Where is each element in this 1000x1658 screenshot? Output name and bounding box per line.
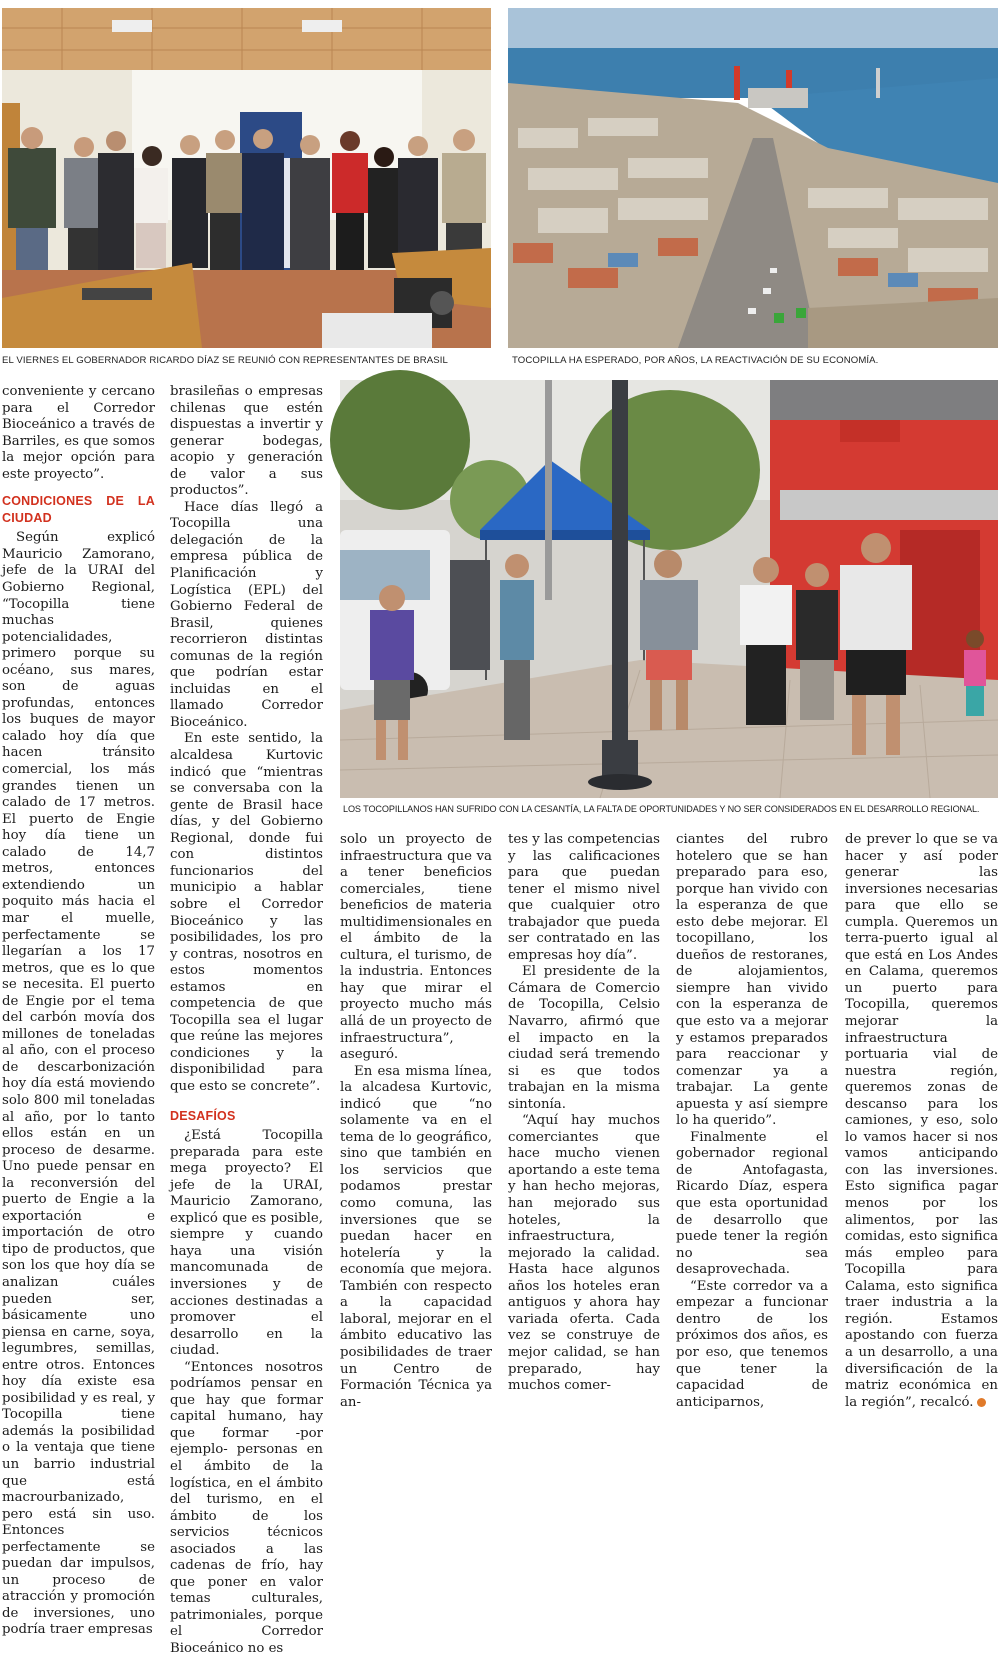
article-end-mark-icon [977,1398,986,1407]
paragraph: “Este corredor va a empezar a funcionar dentro de los próximos dos años, es por eso, que tenemos que tener la capacidad de anticiparnos, [676,1278,828,1410]
article-column-1 [2,384,155,1638]
article-column-6 [845,832,998,1410]
article-column-2 [170,384,323,1657]
photo-caption-city: TOCOPILLA HA ESPERADO, POR AÑOS, LA REACTIVACIÓN DE SU ECONOMÍA. [512,355,879,366]
paragraph: En este sentido, la alcaldesa Kurtovic indicó que “mientras se conversaba con la gente de Brasil hace días, y del Gobierno Regional, donde fui con distintos funcionarios del municipio a hablar sobre el Corredor Bioceánico y las posibilidades, los pro y contras, nosotros en estos momentos estamos en competencia de que Tocopilla sea el lugar que reúne las mejores condiciones y la disponibilidad para que esto se concrete”. [170,731,323,1094]
paragraph: Según explicó Mauricio Zamorano, jefe de la URAI del Gobierno Regional, “Tocopilla tiene muchas potencialidades, primero porque su océano, sus mares, son de aguas profundas, entonces los buques de mayor calado hoy día que hacen tránsito comercial, los más grandes tienen un calado de 17 metros. El puerto de Engie hoy día tiene un calado de 14,7 metros, entonces extendiendo un poquito más hacia el mar el muelle, perfectamente se llegarían a los 17 metros, que es lo que se necesita. El puerto de Engie por el tema del carbón movía dos millones de toneladas al año, con el proceso de descarbonización hoy día está moviendo solo 800 mil toneladas al año, por lo tanto ellos están en un proceso de desarme. Uno puede pensar en la reconversión del puerto de Engie a la exportación e importación de otro tipo de productos, que son los que hoy día se analizan cuáles pueden ser, básicamente uno piensa en carne, soya, legumbres, semillas, entre otros. Entonces hoy día existe esa posibilidad y es real, y Tocopilla tiene además la posibilidad o la ventaja que tiene un barrio industrial que está macrourbanizado, pero está sin uso. Entonces perfectamente se puedan dar impulsos, un proceso de atracción y promoción de inversiones, uno podría traer empresas [2,530,155,1638]
paragraph: “Entonces nosotros podríamos pensar en que hay que formar capital humano, hay que formar -por ejemplo- personas en el ámbito de la logística, en el ámbito del turismo, en el ámbito de los servicios técnicos asociados a las cadenas de frío, hay que poner en valor temas culturales, patrimoniales, porque el Corredor Bioceánico no es [170,1359,323,1657]
city-aerial-photo [508,8,998,348]
meeting-group-photo [2,8,491,348]
section-subhead-desafios: DESAFÍOS [170,1108,236,1123]
section-subhead-condiciones: CONDICIONES DE LA CIUDAD [2,494,155,525]
street-scene-photo [340,380,998,798]
paragraph [845,832,998,1411]
paragraph: solo un proyecto de infraestructura que va a tener beneficios comerciales, tiene beneficios de materia multidimensionales en el ámbito de la cultura, el turismo, de la industria. Entonces hay que mirar el proyecto mucho más allá de un proyecto de infraestructura”, aseguró. [340,832,493,1063]
article-column-5 [676,832,828,1410]
paragraph: El presidente de la Cámara de Comercio de Tocopilla, Celsio Navarro, afirmó que el impacto en la ciudad será tremendo si es que todos trabajan en la misma sintonía. [508,964,660,1112]
paragraph: conveniente y cercano para el Corredor Bioceánico a través de Barriles, es que somos la mejor opción para este proyecto”. [2,384,155,482]
paragraph: ¿Está Tocopilla preparada para este mega proyecto? El jefe de la URAI, Mauricio Zamorano, explicó que es posible, siempre y cuando haya una visión mancomunada de inversiones y de acciones destinadas a promover el desarrollo en la ciudad. [170,1128,323,1359]
paragraph: Finalmente el gobernador regional de Antofagasta, Ricardo Díaz, espera que esta oportunidad de desarrollo que puede tener la región no sea desaprovechada. [676,1129,828,1278]
photo-caption-street: LOS TOCOPILLANOS HAN SUFRIDO CON LA CESANTÍA, LA FALTA DE OPORTUNIDADES Y NO SER CONSIDERADOS EN EL DESARROLLO REGIONAL. [343,804,980,814]
paragraph: Hace días llegó a Tocopilla una delegación de la empresa pública de Planificación y Logística (EPL) del Gobierno Federal de Brasil, quienes recorrieron distintas comunas de la región que podrían estar incluidas en el llamado Corredor Bioceánico. [170,499,323,730]
paragraph: En esa misma línea, la alcadesa Kurtovic, indicó que “no solamente va en el tema de lo geográfico, sino que también en los servicios que podamos prestar como comuna, las inversiones que se puedan hacer en hotelería y la economía que mejora. También con respecto a la capacidad laboral, mejorar en el ámbito educativo las posibilidades de traer un Centro de Formación Técnica ya an- [340,1063,492,1410]
paragraph: tes y las competencias y las calificaciones para que puedan tener el mismo nivel que cualquier otro trabajador que pueda ser contratado en las empresas hoy día”. [508,832,660,963]
paragraph-text: de prever lo que se va hacer y así poder generar las inversiones necesarias para que ello se cumpla. Queremos un terra-puerto igual al que está en Los Andes en Calama, queremos un puerto para Tocopilla, queremos mejorar la infraestructura portuaria vial de nuestra región, queremos zonas de descanso para los camiones, y eso, solo lo vamos hacer si nos vamos anticipando con las inversiones. Esto significa pagar menos por los alimentos, por las comidas, esto significa más empleo para Tocopilla para Calama, esto significa traer industria a la región. Estamos apostando con fuerza a un desarrollo, a una diversificación de la matriz económica en la región”, recalcó. [845,832,998,1410]
article-column-4 [508,832,660,1394]
paragraph: “Aquí hay muchos comerciantes que hace mucho vienen aportando a este tema y han hecho mejoras, han mejorado sus hoteles, la infraestructura, mejorado la calidad. Hasta hace algunos años los hoteles eran antiguos y ahora hay variada oferta. Cada vez se construye de mejor calidad, se han preparado, hay muchos comer- [508,1113,660,1394]
article-column-3 [340,832,493,1410]
paragraph: ciantes del rubro hotelero que se han preparado para eso, porque han vivido con la esperanza de que esto debe mejorar. El tocopillano, los dueños de restoranes, de alojamientos, siempre han vivido con la esperanza de que esto va a mejorar y estamos preparados para reaccionar y comenzar ya a trabajar. La gente apuesta y así siempre lo ha querido”. [676,832,828,1129]
photo-caption-meeting: EL VIERNES EL GOBERNADOR RICARDO DÍAZ SE REUNIÓ CON REPRESENTANTES DE BRASIL [2,355,448,366]
paragraph: brasileñas o empresas chilenas que estén dispuestas a invertir y generar bodegas, acopio y generación de valor a sus productos”. [170,384,323,499]
